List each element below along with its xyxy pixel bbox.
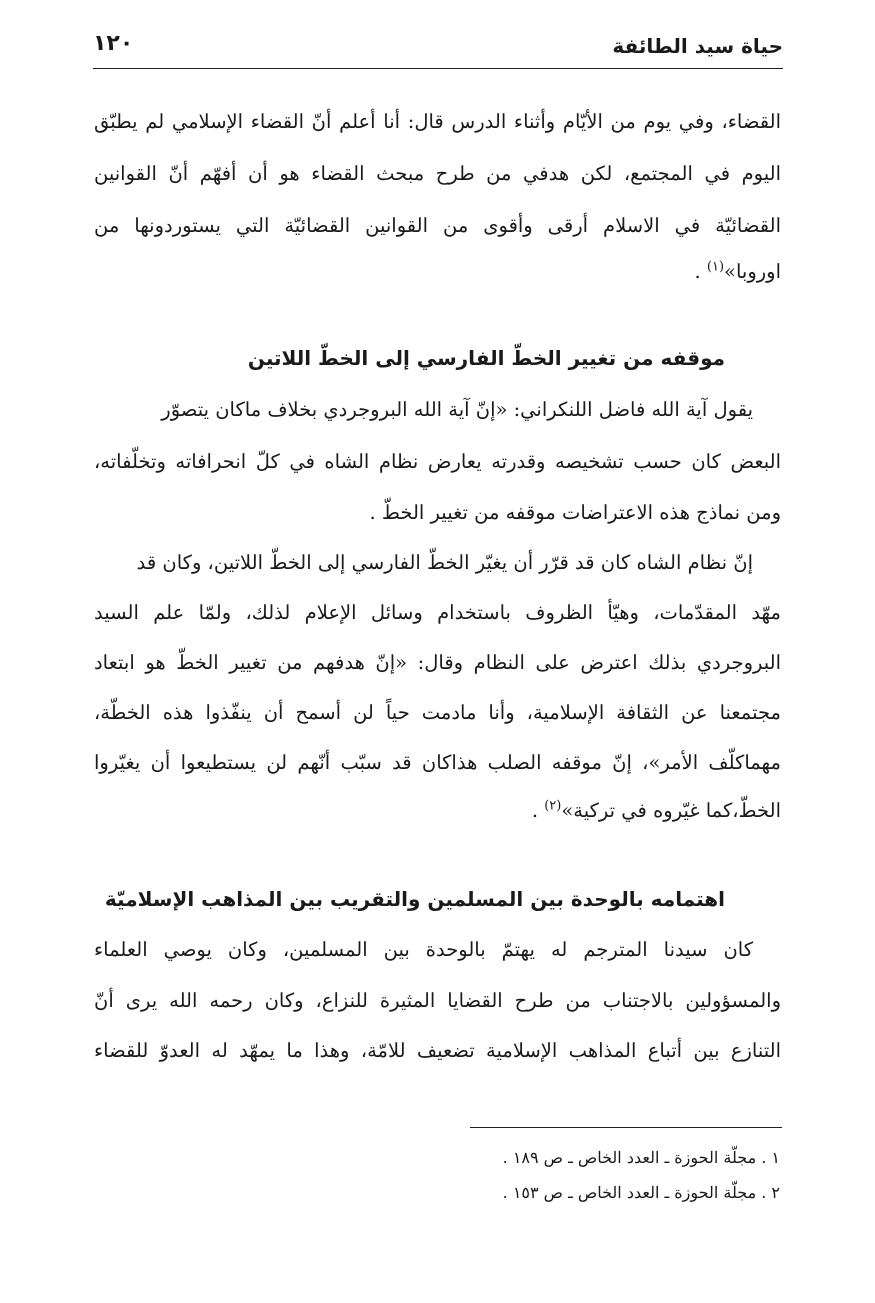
footnote-rule <box>470 1127 782 1128</box>
text-fragment: . <box>531 799 545 822</box>
header-rule <box>93 68 783 69</box>
text-line: ومن نماذج هذه الاعتراضات موقفه من تغيير الخطّ . <box>369 501 781 524</box>
page-number: ١٢٠ <box>93 31 134 56</box>
footnote-2: ٢ . مجلّة الحوزة ـ العدد الخاص ـ ص ١٥٣ . <box>502 1183 780 1202</box>
footnote-ref-1: (١) <box>706 259 725 275</box>
text-line <box>532 796 781 826</box>
text-line: البروجردي بذلك اعترض على النظام وقال: «إنّ هدفهم من تغيير الخطّ هو ابتعاد <box>94 651 781 674</box>
text-line: يقول آية الله فاضل اللنكراني: «إنّ آية الله البروجردي بخلاف ماكان يتصوّر <box>161 398 753 421</box>
text-fragment: اوروبا» <box>724 260 781 283</box>
section-heading: موقفه من تغيير الخطّ الفارسي إلى الخطّ اللاتين <box>247 346 725 370</box>
footnote-1: ١ . مجلّة الحوزة ـ العدد الخاص ـ ص ١٨٩ . <box>502 1148 780 1167</box>
text-line <box>694 257 781 287</box>
header-title: حياة سيد الطائفة <box>612 34 783 58</box>
text-line: مهماكلّف الأمر»، إنّ موقفه الصلب هذاكان قد سبّب أنّهم لن يستطيعوا أن يغيّروا <box>94 751 781 774</box>
text-fragment: . <box>694 260 707 283</box>
footnote-ref-2: (٢) <box>544 798 562 814</box>
text-fragment: الخطّ،كما غيّروه في تركية» <box>561 799 781 822</box>
text-line: القضاء، وفي يوم من الأيّام وأثناء الدرس قال: أنا أعلم أنّ القضاء الإسلامي لم يطبّق <box>94 110 781 133</box>
text-line: والمسؤولين بالاجتناب من طرح القضايا المثيرة للنزاع، وكان رحمه الله يرى أنّ <box>94 989 781 1012</box>
text-line: كان سيدنا المترجم له يهتمّ بالوحدة بين المسلمين، وكان يوصي العلماء <box>94 938 753 961</box>
text-line: إنّ نظام الشاه كان قد قرّر أن يغيّر الخطّ الفارسي إلى الخطّ اللاتين، وكان قد <box>136 551 753 574</box>
text-line: البعض كان حسب تشخيصه وقدرته يعارض نظام الشاه في كلّ انحرافاته وتخلّفاته، <box>94 450 781 473</box>
section-heading: اهتمامه بالوحدة بين المسلمين والتقريب بين المذاهب الإسلاميّة <box>104 887 725 911</box>
text-line: مهّد المقدّمات، وهيّأ الظروف باستخدام وسائل الإعلام لذلك، ولمّا علم السيد <box>94 601 781 624</box>
text-line: القضائيّة في الاسلام أرقى وأقوى من القوانين القضائيّة التي يستوردونها من <box>94 214 781 237</box>
text-line: اليوم في المجتمع، لكن هدفي من طرح مبحث القضاء هو أن أفهّم أنّ القوانين <box>94 162 781 185</box>
text-line: التنازع بين أتباع المذاهب الإسلامية تضعيف للامّة، وهذا ما يمهّد له العدوّ للقضاء <box>94 1039 781 1062</box>
text-line: مجتمعنا عن الثقافة الإسلامية، وأنا مادمت حياً لن أسمح أن ينفّذوا هذه الخطّة، <box>94 701 781 724</box>
